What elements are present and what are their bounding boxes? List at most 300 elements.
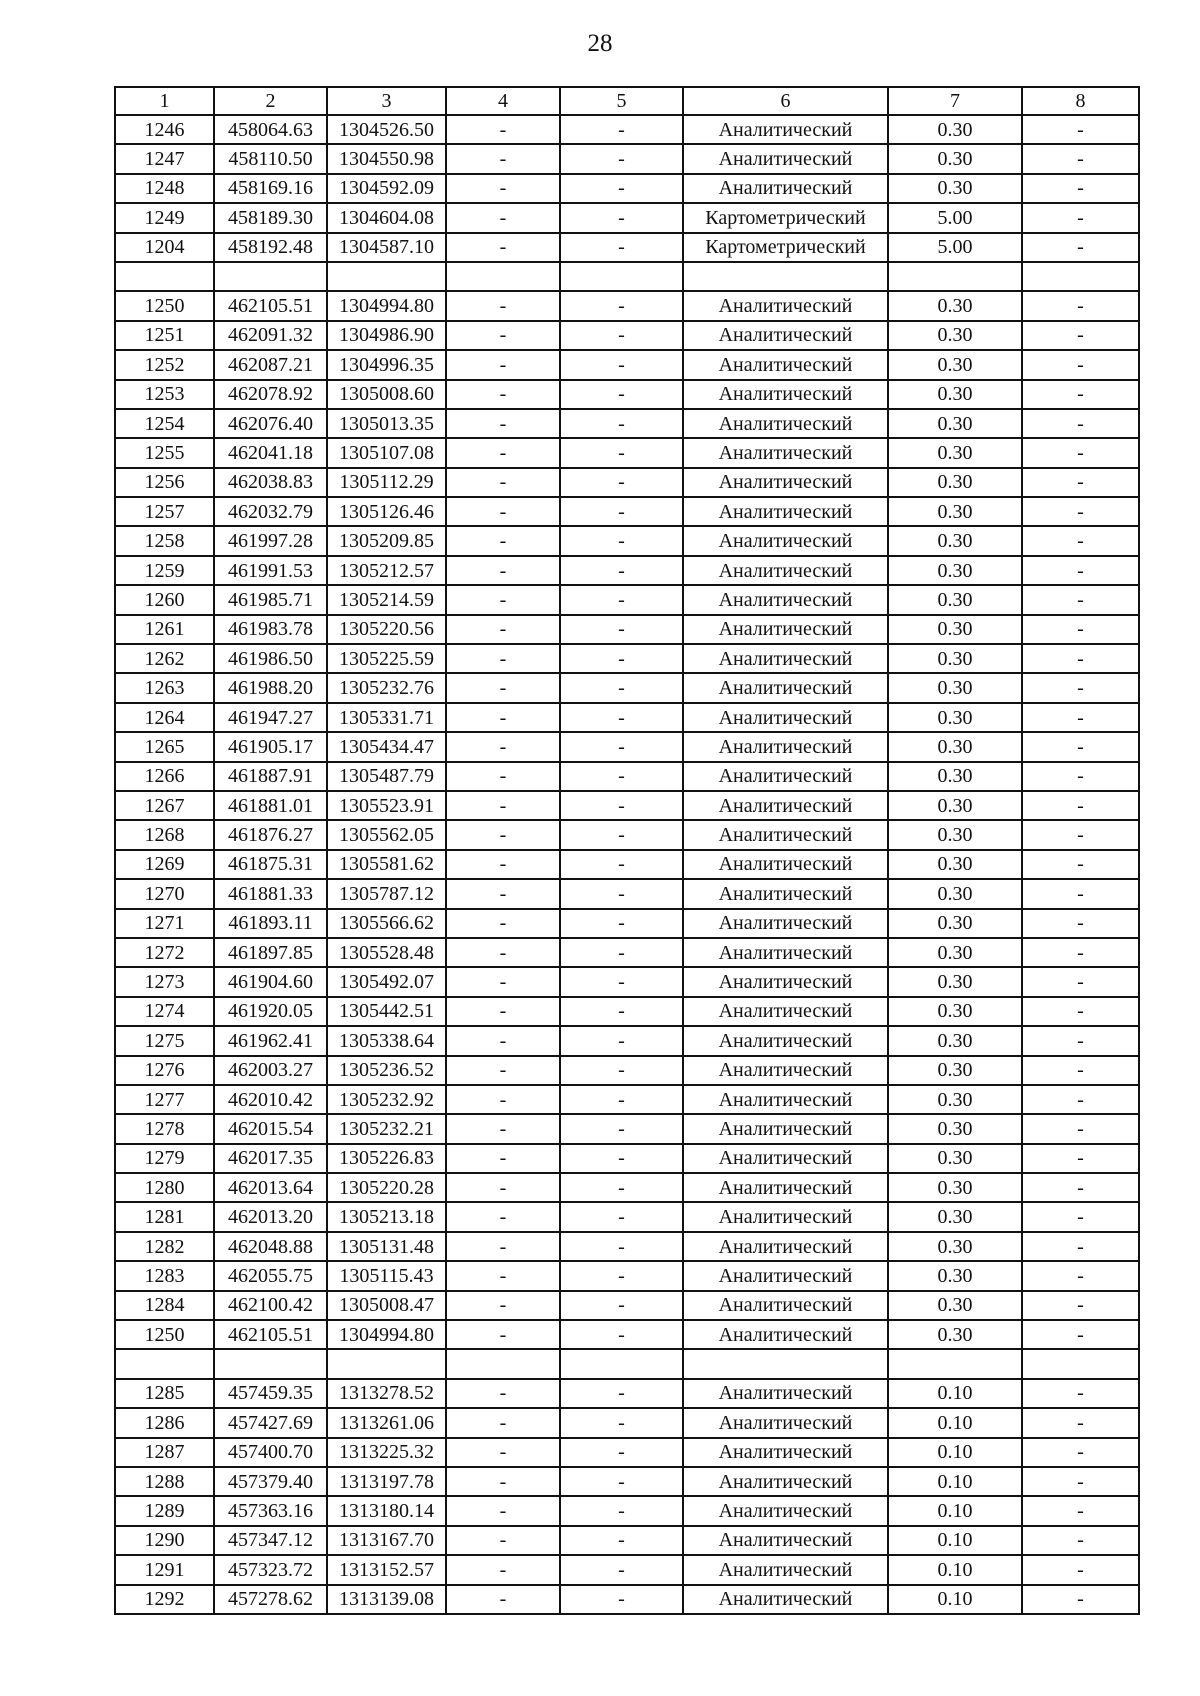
accuracy-cell: 5.00 bbox=[888, 233, 1022, 262]
x-coordinate-cell: 457379.40 bbox=[214, 1467, 327, 1496]
x-coordinate-cell: 457427.69 bbox=[214, 1408, 327, 1437]
col4-cell: - bbox=[446, 585, 560, 614]
point-number-cell: 1268 bbox=[115, 820, 214, 849]
point-number-cell: 1267 bbox=[115, 791, 214, 820]
table-row bbox=[115, 1379, 1139, 1408]
table-row bbox=[115, 1085, 1139, 1114]
method-cell: Аналитический bbox=[683, 321, 888, 350]
point-number-cell: 1259 bbox=[115, 556, 214, 585]
col4-cell: - bbox=[446, 1202, 560, 1231]
x-coordinate-cell: 462041.18 bbox=[214, 438, 327, 467]
col4-cell: - bbox=[446, 673, 560, 702]
col4-cell: - bbox=[446, 556, 560, 585]
method-cell: Аналитический bbox=[683, 1526, 888, 1555]
y-coordinate-cell: 1305581.62 bbox=[327, 850, 446, 879]
method-cell: Аналитический bbox=[683, 350, 888, 379]
col4-cell: - bbox=[446, 291, 560, 320]
x-coordinate-cell: 461905.17 bbox=[214, 732, 327, 761]
y-coordinate-cell: 1305008.47 bbox=[327, 1291, 446, 1320]
accuracy-cell: 0.30 bbox=[888, 1202, 1022, 1231]
col4-cell bbox=[446, 262, 560, 291]
y-coordinate-cell: 1305566.62 bbox=[327, 909, 446, 938]
x-coordinate-cell: 462105.51 bbox=[214, 291, 327, 320]
x-coordinate-cell: 461985.71 bbox=[214, 585, 327, 614]
col4-cell: - bbox=[446, 1467, 560, 1496]
col5-cell: - bbox=[560, 850, 683, 879]
table-row bbox=[115, 1056, 1139, 1085]
col5-cell: - bbox=[560, 233, 683, 262]
accuracy-cell: 0.10 bbox=[888, 1379, 1022, 1408]
point-number-cell: 1280 bbox=[115, 1173, 214, 1202]
accuracy-cell: 0.10 bbox=[888, 1467, 1022, 1496]
point-number-cell: 1261 bbox=[115, 615, 214, 644]
table-row bbox=[115, 1261, 1139, 1290]
x-coordinate-cell: 462100.42 bbox=[214, 1291, 327, 1320]
accuracy-cell: 0.30 bbox=[888, 497, 1022, 526]
table-row bbox=[115, 321, 1139, 350]
method-cell: Аналитический bbox=[683, 468, 888, 497]
x-coordinate-cell: 462013.20 bbox=[214, 1202, 327, 1231]
col8-cell bbox=[1022, 262, 1139, 291]
table-row bbox=[115, 585, 1139, 614]
point-number-cell: 1290 bbox=[115, 1526, 214, 1555]
accuracy-cell: 0.30 bbox=[888, 350, 1022, 379]
table-row bbox=[115, 291, 1139, 320]
point-number-cell: 1289 bbox=[115, 1496, 214, 1525]
col8-cell: - bbox=[1022, 203, 1139, 232]
table-row bbox=[115, 1320, 1139, 1349]
table-row bbox=[115, 1408, 1139, 1437]
y-coordinate-cell: 1305212.57 bbox=[327, 556, 446, 585]
col4-cell: - bbox=[446, 732, 560, 761]
point-number-cell: 1269 bbox=[115, 850, 214, 879]
col8-cell: - bbox=[1022, 409, 1139, 438]
col4-cell: - bbox=[446, 1585, 560, 1614]
x-coordinate-cell: 462087.21 bbox=[214, 350, 327, 379]
method-cell: Аналитический bbox=[683, 1085, 888, 1114]
accuracy-cell: 0.30 bbox=[888, 115, 1022, 144]
method-cell: Аналитический bbox=[683, 1114, 888, 1143]
table-row bbox=[115, 174, 1139, 203]
col8-cell: - bbox=[1022, 1085, 1139, 1114]
y-coordinate-cell: 1305131.48 bbox=[327, 1232, 446, 1261]
y-coordinate-cell: 1313278.52 bbox=[327, 1379, 446, 1408]
method-cell: Картометрический bbox=[683, 233, 888, 262]
col5-cell: - bbox=[560, 938, 683, 967]
accuracy-cell: 0.30 bbox=[888, 791, 1022, 820]
x-coordinate-cell: 457278.62 bbox=[214, 1585, 327, 1614]
method-cell: Аналитический bbox=[683, 1379, 888, 1408]
x-coordinate-cell: 462076.40 bbox=[214, 409, 327, 438]
point-number-cell: 1260 bbox=[115, 585, 214, 614]
col8-cell: - bbox=[1022, 585, 1139, 614]
table-row bbox=[115, 615, 1139, 644]
col5-cell: - bbox=[560, 1026, 683, 1055]
table-row bbox=[115, 262, 1139, 291]
point-number-cell: 1288 bbox=[115, 1467, 214, 1496]
accuracy-cell: 0.30 bbox=[888, 967, 1022, 996]
x-coordinate-cell: 457323.72 bbox=[214, 1555, 327, 1584]
col4-cell: - bbox=[446, 879, 560, 908]
x-coordinate-cell: 462105.51 bbox=[214, 1320, 327, 1349]
table-row bbox=[115, 791, 1139, 820]
table-row bbox=[115, 1585, 1139, 1614]
col8-cell: - bbox=[1022, 967, 1139, 996]
table-row bbox=[115, 350, 1139, 379]
col8-cell: - bbox=[1022, 1379, 1139, 1408]
point-number-cell: 1255 bbox=[115, 438, 214, 467]
method-cell: Аналитический bbox=[683, 526, 888, 555]
point-number-cell: 1276 bbox=[115, 1056, 214, 1085]
col5-cell: - bbox=[560, 909, 683, 938]
col8-cell: - bbox=[1022, 997, 1139, 1026]
col8-cell: - bbox=[1022, 438, 1139, 467]
accuracy-cell: 0.30 bbox=[888, 174, 1022, 203]
method-cell: Аналитический bbox=[683, 644, 888, 673]
column-header: 5 bbox=[560, 87, 683, 115]
y-coordinate-cell: 1305213.18 bbox=[327, 1202, 446, 1231]
point-number-cell: 1252 bbox=[115, 350, 214, 379]
col4-cell: - bbox=[446, 997, 560, 1026]
table-row bbox=[115, 1114, 1139, 1143]
x-coordinate-cell bbox=[214, 262, 327, 291]
method-cell: Аналитический bbox=[683, 1261, 888, 1290]
col4-cell: - bbox=[446, 938, 560, 967]
table-row bbox=[115, 644, 1139, 673]
accuracy-cell: 0.10 bbox=[888, 1526, 1022, 1555]
method-cell: Картометрический bbox=[683, 203, 888, 232]
point-number-cell: 1272 bbox=[115, 938, 214, 967]
point-number-cell: 1271 bbox=[115, 909, 214, 938]
column-header: 4 bbox=[446, 87, 560, 115]
col5-cell bbox=[560, 262, 683, 291]
col5-cell: - bbox=[560, 144, 683, 173]
col8-cell: - bbox=[1022, 732, 1139, 761]
col5-cell: - bbox=[560, 1085, 683, 1114]
col8-cell: - bbox=[1022, 1467, 1139, 1496]
col5-cell bbox=[560, 1349, 683, 1378]
col4-cell: - bbox=[446, 644, 560, 673]
x-coordinate-cell bbox=[214, 1349, 327, 1378]
col8-cell: - bbox=[1022, 1144, 1139, 1173]
col8-cell: - bbox=[1022, 850, 1139, 879]
table-row bbox=[115, 438, 1139, 467]
col8-cell: - bbox=[1022, 820, 1139, 849]
table-header-row bbox=[115, 87, 1139, 115]
method-cell: Аналитический bbox=[683, 997, 888, 1026]
col5-cell: - bbox=[560, 879, 683, 908]
col8-cell: - bbox=[1022, 615, 1139, 644]
col5-cell: - bbox=[560, 1114, 683, 1143]
y-coordinate-cell: 1305112.29 bbox=[327, 468, 446, 497]
point-number-cell: 1253 bbox=[115, 380, 214, 409]
y-coordinate-cell: 1305209.85 bbox=[327, 526, 446, 555]
col5-cell: - bbox=[560, 1320, 683, 1349]
col5-cell: - bbox=[560, 321, 683, 350]
y-coordinate-cell: 1305523.91 bbox=[327, 791, 446, 820]
accuracy-cell: 0.30 bbox=[888, 1320, 1022, 1349]
col5-cell: - bbox=[560, 1232, 683, 1261]
accuracy-cell: 0.30 bbox=[888, 879, 1022, 908]
table-row bbox=[115, 1349, 1139, 1378]
col8-cell: - bbox=[1022, 1408, 1139, 1437]
x-coordinate-cell: 457459.35 bbox=[214, 1379, 327, 1408]
accuracy-cell: 0.30 bbox=[888, 1056, 1022, 1085]
col5-cell: - bbox=[560, 703, 683, 732]
accuracy-cell: 0.10 bbox=[888, 1438, 1022, 1467]
method-cell: Аналитический bbox=[683, 585, 888, 614]
x-coordinate-cell: 457400.70 bbox=[214, 1438, 327, 1467]
y-coordinate-cell: 1305225.59 bbox=[327, 644, 446, 673]
col8-cell: - bbox=[1022, 644, 1139, 673]
x-coordinate-cell: 462091.32 bbox=[214, 321, 327, 350]
accuracy-cell: 0.30 bbox=[888, 321, 1022, 350]
point-number-cell: 1281 bbox=[115, 1202, 214, 1231]
col5-cell: - bbox=[560, 174, 683, 203]
col8-cell: - bbox=[1022, 1173, 1139, 1202]
y-coordinate-cell: 1305236.52 bbox=[327, 1056, 446, 1085]
accuracy-cell: 0.30 bbox=[888, 762, 1022, 791]
col8-cell: - bbox=[1022, 1056, 1139, 1085]
y-coordinate-cell: 1305442.51 bbox=[327, 997, 446, 1026]
col4-cell: - bbox=[446, 1085, 560, 1114]
y-coordinate-cell: 1305492.07 bbox=[327, 967, 446, 996]
col4-cell: - bbox=[446, 791, 560, 820]
point-number-cell: 1286 bbox=[115, 1408, 214, 1437]
table-row bbox=[115, 703, 1139, 732]
col5-cell: - bbox=[560, 1291, 683, 1320]
point-number-cell: 1292 bbox=[115, 1585, 214, 1614]
col5-cell: - bbox=[560, 1379, 683, 1408]
x-coordinate-cell: 462010.42 bbox=[214, 1085, 327, 1114]
y-coordinate-cell: 1305013.35 bbox=[327, 409, 446, 438]
x-coordinate-cell: 461904.60 bbox=[214, 967, 327, 996]
point-number-cell: 1274 bbox=[115, 997, 214, 1026]
col4-cell: - bbox=[446, 1261, 560, 1290]
x-coordinate-cell: 461881.33 bbox=[214, 879, 327, 908]
y-coordinate-cell: 1304526.50 bbox=[327, 115, 446, 144]
method-cell: Аналитический bbox=[683, 791, 888, 820]
column-header: 2 bbox=[214, 87, 327, 115]
col8-cell: - bbox=[1022, 380, 1139, 409]
method-cell: Аналитический bbox=[683, 1320, 888, 1349]
column-header: 3 bbox=[327, 87, 446, 115]
accuracy-cell: 0.10 bbox=[888, 1585, 1022, 1614]
page-number: 28 bbox=[587, 30, 613, 57]
col4-cell: - bbox=[446, 967, 560, 996]
method-cell: Аналитический bbox=[683, 879, 888, 908]
method-cell: Аналитический bbox=[683, 1232, 888, 1261]
y-coordinate-cell: 1305008.60 bbox=[327, 380, 446, 409]
y-coordinate-cell: 1313139.08 bbox=[327, 1585, 446, 1614]
col4-cell: - bbox=[446, 850, 560, 879]
col5-cell: - bbox=[560, 1202, 683, 1231]
table-row bbox=[115, 1232, 1139, 1261]
col5-cell: - bbox=[560, 1467, 683, 1496]
col5-cell: - bbox=[560, 497, 683, 526]
table-row bbox=[115, 879, 1139, 908]
point-number-cell: 1283 bbox=[115, 1261, 214, 1290]
accuracy-cell: 0.30 bbox=[888, 291, 1022, 320]
accuracy-cell: 0.30 bbox=[888, 585, 1022, 614]
table-row bbox=[115, 1496, 1139, 1525]
x-coordinate-cell: 462013.64 bbox=[214, 1173, 327, 1202]
col8-cell: - bbox=[1022, 1526, 1139, 1555]
col5-cell: - bbox=[560, 115, 683, 144]
accuracy-cell: 0.30 bbox=[888, 1114, 1022, 1143]
point-number-cell: 1249 bbox=[115, 203, 214, 232]
method-cell: Аналитический bbox=[683, 174, 888, 203]
col4-cell: - bbox=[446, 203, 560, 232]
method-cell: Аналитический bbox=[683, 732, 888, 761]
col5-cell: - bbox=[560, 438, 683, 467]
method-cell: Аналитический bbox=[683, 380, 888, 409]
accuracy-cell: 0.30 bbox=[888, 380, 1022, 409]
x-coordinate-cell: 461983.78 bbox=[214, 615, 327, 644]
method-cell: Аналитический bbox=[683, 1144, 888, 1173]
col4-cell: - bbox=[446, 1026, 560, 1055]
col4-cell: - bbox=[446, 174, 560, 203]
table-row bbox=[115, 909, 1139, 938]
accuracy-cell: 0.30 bbox=[888, 938, 1022, 967]
col5-cell: - bbox=[560, 1585, 683, 1614]
y-coordinate-cell: 1305528.48 bbox=[327, 938, 446, 967]
col4-cell: - bbox=[446, 438, 560, 467]
col8-cell: - bbox=[1022, 1555, 1139, 1584]
x-coordinate-cell: 461988.20 bbox=[214, 673, 327, 702]
x-coordinate-cell: 462038.83 bbox=[214, 468, 327, 497]
col8-cell: - bbox=[1022, 556, 1139, 585]
col5-cell: - bbox=[560, 644, 683, 673]
col4-cell bbox=[446, 1349, 560, 1378]
x-coordinate-cell: 462003.27 bbox=[214, 1056, 327, 1085]
col5-cell: - bbox=[560, 1173, 683, 1202]
column-header: 1 bbox=[115, 87, 214, 115]
method-cell: Аналитический bbox=[683, 497, 888, 526]
point-number-cell: 1254 bbox=[115, 409, 214, 438]
point-number-cell bbox=[115, 262, 214, 291]
col4-cell: - bbox=[446, 1291, 560, 1320]
col4-cell: - bbox=[446, 115, 560, 144]
table-row bbox=[115, 1526, 1139, 1555]
column-header: 8 bbox=[1022, 87, 1139, 115]
accuracy-cell bbox=[888, 1349, 1022, 1378]
y-coordinate-cell: 1305434.47 bbox=[327, 732, 446, 761]
table-row bbox=[115, 850, 1139, 879]
y-coordinate-cell: 1305115.43 bbox=[327, 1261, 446, 1290]
col8-cell: - bbox=[1022, 1202, 1139, 1231]
method-cell: Аналитический bbox=[683, 1408, 888, 1437]
col8-cell: - bbox=[1022, 1585, 1139, 1614]
col5-cell: - bbox=[560, 556, 683, 585]
table-row bbox=[115, 115, 1139, 144]
y-coordinate-cell: 1304604.08 bbox=[327, 203, 446, 232]
table-row bbox=[115, 938, 1139, 967]
point-number-cell: 1279 bbox=[115, 1144, 214, 1173]
col8-cell: - bbox=[1022, 1232, 1139, 1261]
col4-cell: - bbox=[446, 380, 560, 409]
col4-cell: - bbox=[446, 1408, 560, 1437]
col4-cell: - bbox=[446, 703, 560, 732]
accuracy-cell: 0.30 bbox=[888, 615, 1022, 644]
method-cell: Аналитический bbox=[683, 1056, 888, 1085]
table-row bbox=[115, 762, 1139, 791]
method-cell: Аналитический bbox=[683, 144, 888, 173]
point-number-cell: 1273 bbox=[115, 967, 214, 996]
method-cell bbox=[683, 262, 888, 291]
col5-cell: - bbox=[560, 585, 683, 614]
column-header: 6 bbox=[683, 87, 888, 115]
method-cell bbox=[683, 1349, 888, 1378]
col5-cell: - bbox=[560, 997, 683, 1026]
point-number-cell: 1262 bbox=[115, 644, 214, 673]
col5-cell: - bbox=[560, 820, 683, 849]
accuracy-cell: 0.30 bbox=[888, 1026, 1022, 1055]
col4-cell: - bbox=[446, 820, 560, 849]
x-coordinate-cell: 461893.11 bbox=[214, 909, 327, 938]
method-cell: Аналитический bbox=[683, 1202, 888, 1231]
method-cell: Аналитический bbox=[683, 115, 888, 144]
col4-cell: - bbox=[446, 1232, 560, 1261]
accuracy-cell: 0.30 bbox=[888, 1144, 1022, 1173]
method-cell: Аналитический bbox=[683, 1438, 888, 1467]
table-row bbox=[115, 203, 1139, 232]
table-row bbox=[115, 1144, 1139, 1173]
method-cell: Аналитический bbox=[683, 1026, 888, 1055]
y-coordinate-cell: 1305562.05 bbox=[327, 820, 446, 849]
col8-cell: - bbox=[1022, 321, 1139, 350]
point-number-cell bbox=[115, 1349, 214, 1378]
method-cell: Аналитический bbox=[683, 967, 888, 996]
x-coordinate-cell: 461875.31 bbox=[214, 850, 327, 879]
point-number-cell: 1256 bbox=[115, 468, 214, 497]
accuracy-cell: 0.30 bbox=[888, 468, 1022, 497]
accuracy-cell: 0.30 bbox=[888, 673, 1022, 702]
y-coordinate-cell: 1304994.80 bbox=[327, 291, 446, 320]
point-number-cell: 1258 bbox=[115, 526, 214, 555]
accuracy-cell: 0.30 bbox=[888, 850, 1022, 879]
point-number-cell: 1247 bbox=[115, 144, 214, 173]
col5-cell: - bbox=[560, 967, 683, 996]
point-number-cell: 1264 bbox=[115, 703, 214, 732]
col4-cell: - bbox=[446, 321, 560, 350]
col4-cell: - bbox=[446, 1438, 560, 1467]
col4-cell: - bbox=[446, 762, 560, 791]
x-coordinate-cell: 461986.50 bbox=[214, 644, 327, 673]
point-number-cell: 1266 bbox=[115, 762, 214, 791]
table-row bbox=[115, 1291, 1139, 1320]
col4-cell: - bbox=[446, 233, 560, 262]
x-coordinate-cell: 461962.41 bbox=[214, 1026, 327, 1055]
col5-cell: - bbox=[560, 203, 683, 232]
point-number-cell: 1285 bbox=[115, 1379, 214, 1408]
y-coordinate-cell: 1305214.59 bbox=[327, 585, 446, 614]
accuracy-cell: 0.30 bbox=[888, 438, 1022, 467]
method-cell: Аналитический bbox=[683, 938, 888, 967]
accuracy-cell: 0.30 bbox=[888, 997, 1022, 1026]
col8-cell: - bbox=[1022, 879, 1139, 908]
table-row bbox=[115, 1026, 1139, 1055]
col5-cell: - bbox=[560, 291, 683, 320]
col4-cell: - bbox=[446, 468, 560, 497]
col4-cell: - bbox=[446, 497, 560, 526]
table-row bbox=[115, 1438, 1139, 1467]
table-row bbox=[115, 1555, 1139, 1584]
method-cell: Аналитический bbox=[683, 1467, 888, 1496]
table-body bbox=[115, 115, 1139, 1614]
col5-cell: - bbox=[560, 409, 683, 438]
table-row bbox=[115, 409, 1139, 438]
